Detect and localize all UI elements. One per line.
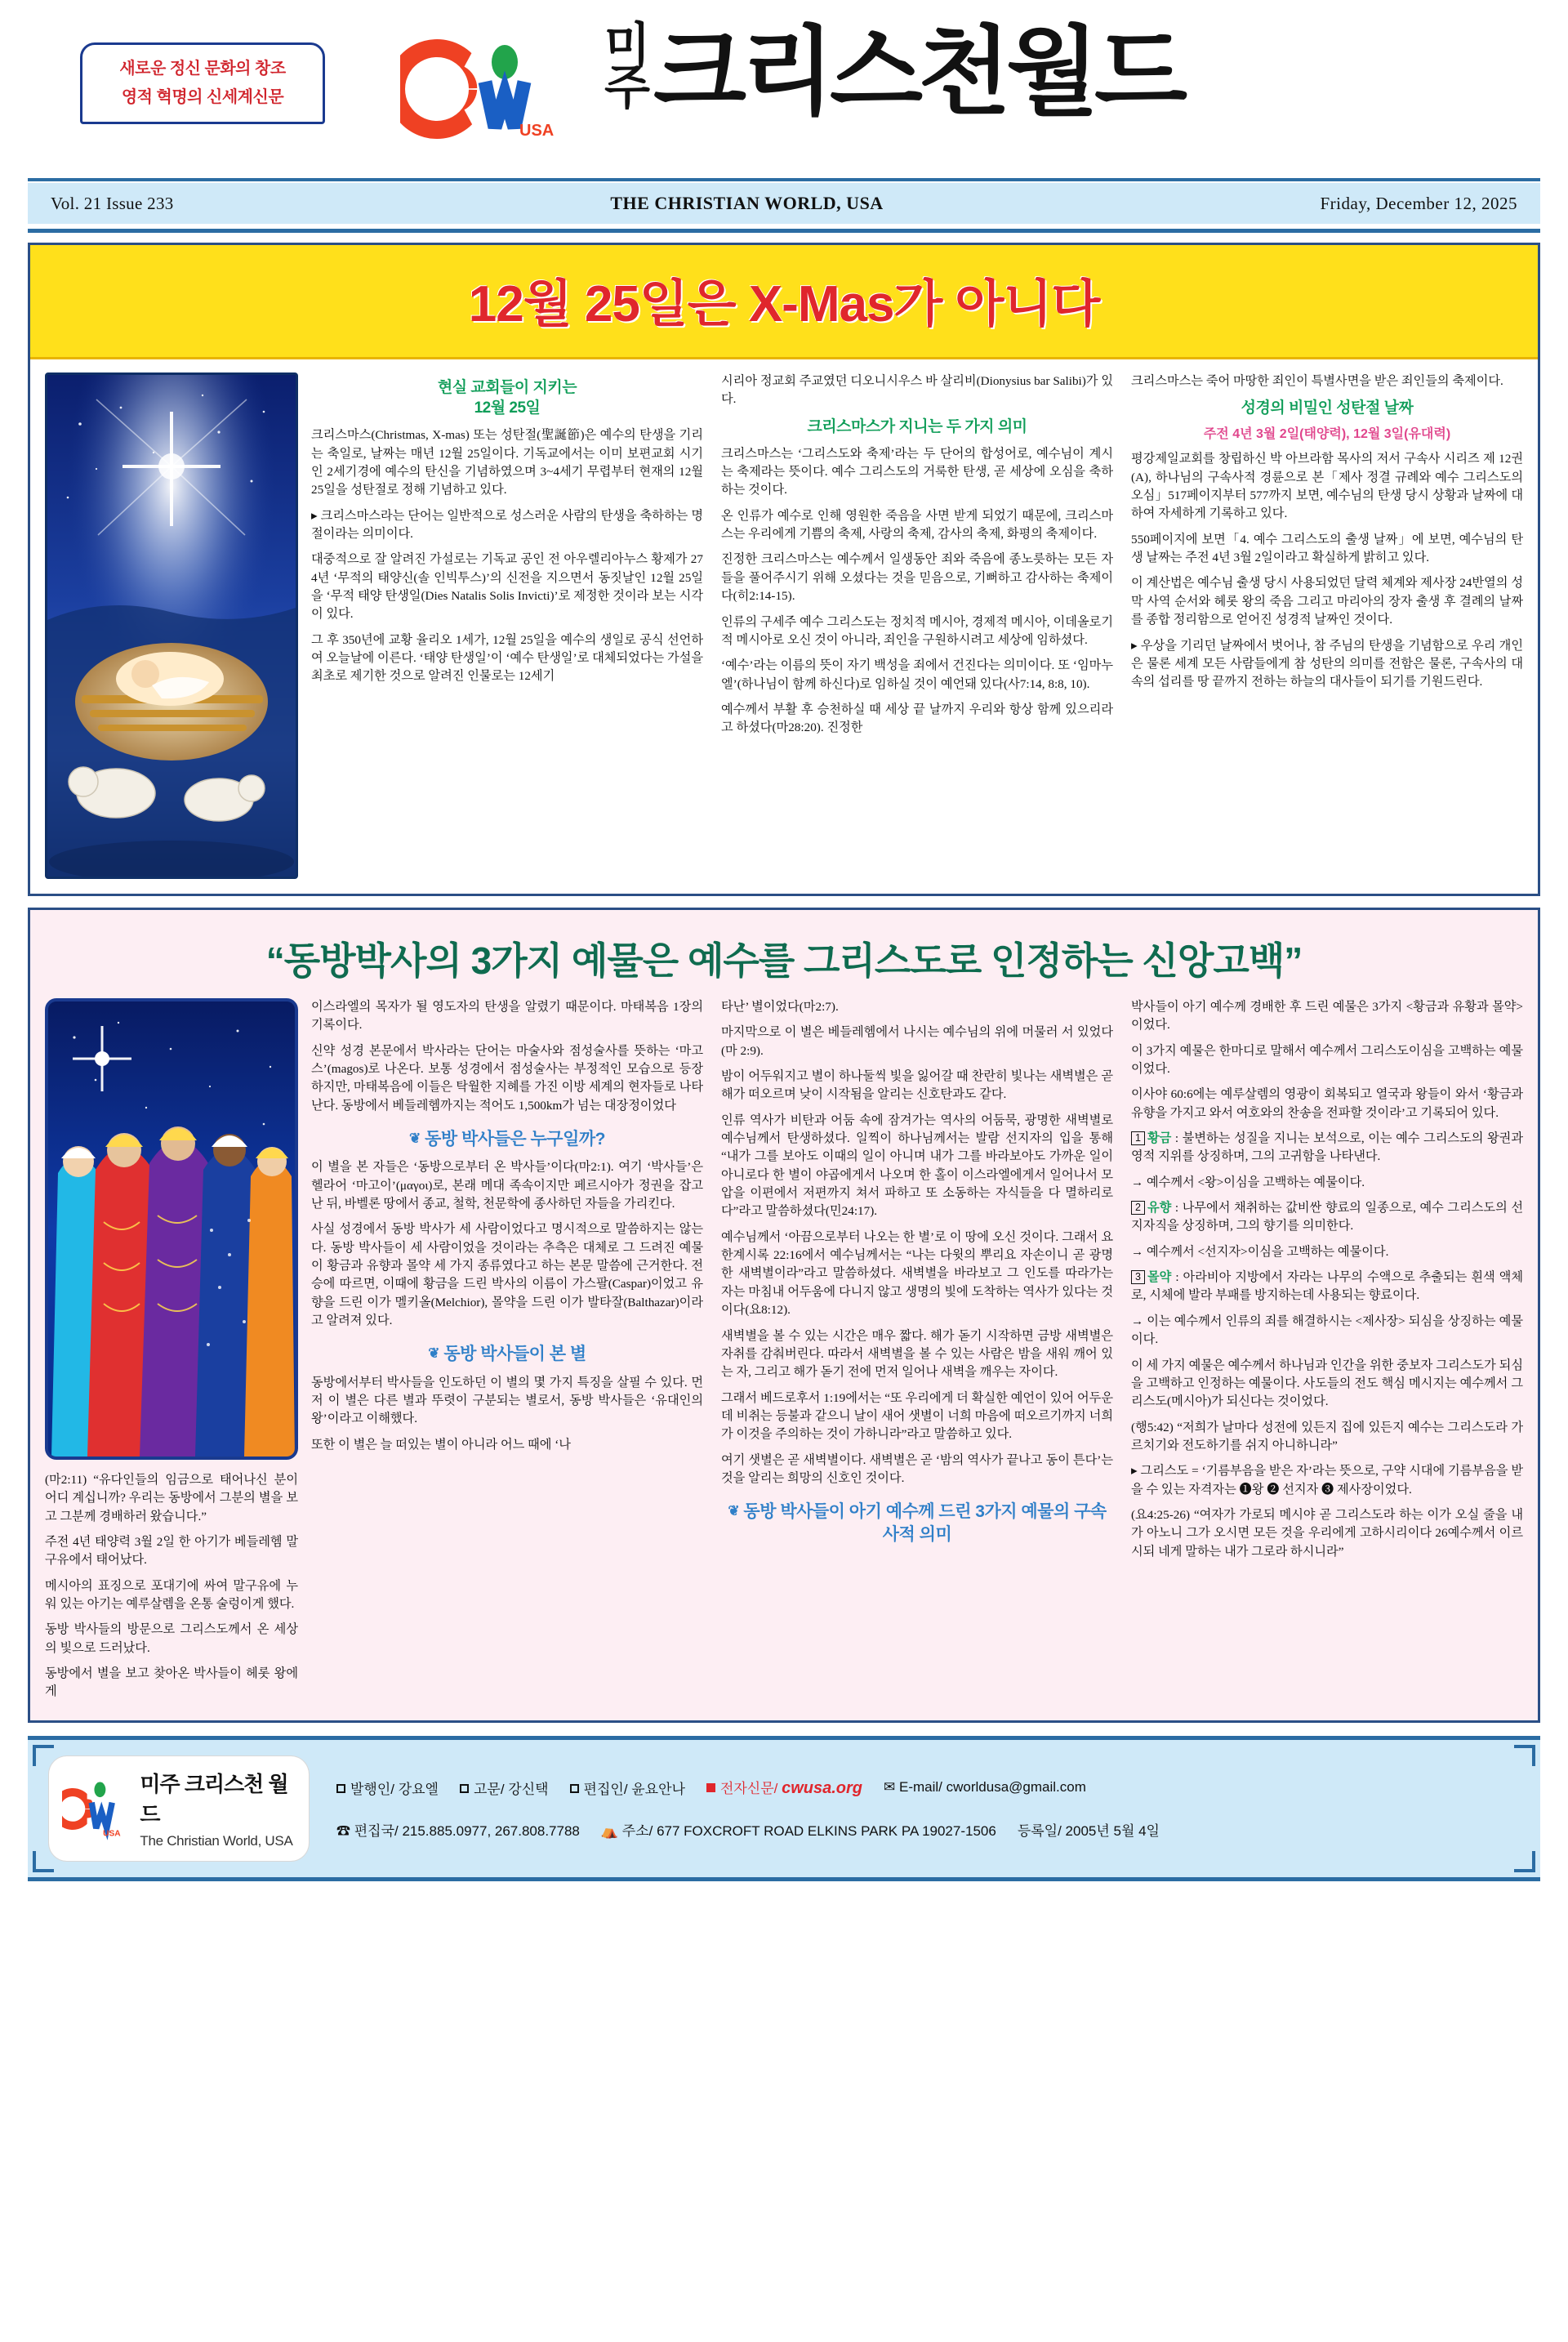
article1-column-2 [721, 372, 1113, 879]
paragraph: 이 계산법은 예수님 출생 당시 사용되었던 달력 체계와 제사장 24반열의 성막 사역 순서와 헤롯 왕의 죽음 그리고 마리아의 장자 출생 후 결례의 날짜를 종합 정리함으로 얻어진 성경적 날짜인 것이다. [1131, 576, 1523, 627]
nativity-photo [45, 372, 298, 879]
paragraph: 박사들이 아기 예수께 경배한 후 드린 예물은 3가지 <황금과 유황과 몰약>이었다. [1131, 1000, 1523, 1033]
paragraph: ‘예수’라는 이름의 뜻이 자기 백성을 죄에서 건진다는 의미이다. 또 ‘임마누엘’(하나님이 함께 하신다)로 임하실 것이 예언돼 있다(사7:14, 8:8, 10). [721, 658, 1113, 691]
paragraph: (행5:42) “저희가 날마다 성전에 있든지 집에 있든지 예수는 그리스도라 가르치기와 전도하기를 쉬지 아니하니라” [1131, 1420, 1523, 1452]
svg-text:USA: USA [103, 1829, 121, 1839]
page-title-miju: 미 주 [604, 19, 646, 115]
paragraph: 인류의 구세주 예수 그리스도는 정치적 메시아, 경제적 메시아, 이데올로기적 메시아로 오신 것이 아니라, 죄인을 구원하시려고 세상에 임하셨다. [721, 614, 1113, 647]
article1-headline-band [30, 245, 1538, 359]
paragraph: ▸ 크리스마스라는 단어는 일반적으로 성스러운 사람의 탄생을 축하하는 명절이라는 의미이다. [311, 508, 703, 541]
footer-logo[interactable] [49, 1756, 309, 1861]
mail-icon: ✉ [884, 1779, 896, 1796]
paragraph: ▸ 그리스도 = ‘기름부음을 받은 자’라는 뜻으로, 구약 시대에 기름부음을 받을 수 있는 자격자는 ❶왕 ❷ 선지자 ❸ 제사장이었다. [1131, 1464, 1523, 1497]
magi-photo-caption [45, 1471, 298, 1702]
article1-subhead-3-date: 주전 4년 3월 2일(태양력), 12월 3일(유대력) [1203, 427, 1451, 442]
footer-enews[interactable]: 전자신문/ cwusa.org [706, 1777, 862, 1798]
masthead [0, 0, 1568, 178]
leaf-bullet-icon: ❦ [428, 1345, 440, 1362]
paragraph: 여기 샛별은 곧 새벽별이다. 새벽별은 곧 ‘밤의 역사가 끝나고 동이 튼다’는 것을 알리는 희망의 신호인 것이다. [721, 1452, 1113, 1485]
issue-volume: Vol. 21 Issue 233 [51, 193, 174, 213]
phone-icon: ☎ [336, 1823, 350, 1840]
datebar [28, 178, 1540, 224]
footer-address: ⛺ 주소/ 677 FOXCROFT ROAD ELKINS PARK PA 19027-1506 [600, 1823, 996, 1840]
paragraph: 사실 성경에서 동방 박사가 세 사람이었다고 명시적으로 말씀하지는 않는다. 동방 박사들이 세 사람이었을 것이라는 추측은 대체로 그 드려진 예물이 황금과 유향과 몰약 세 가지 종류였다고 하는 본문 말씀에 근거한다. 전승에 따르면, 이때에 황금을 드린 박사의 이름이 가스팔(Caspar)이었고 유향을 드린 이가 멜키올(Melchior), 몰약을 드린 이가 발타잘(Balthazar)이라고 알려져 있다. [311, 1222, 703, 1328]
article2-headline: “동방박사의 3가지 예물은 예수를 그리스도로 인정하는 신앙고백” [265, 939, 1303, 982]
enews-url[interactable]: cwusa.org [782, 1779, 863, 1798]
gift-item-frankincense [1131, 1199, 1523, 1236]
article1-subhead-2: 크리스마스가 지니는 두 가지 의미 [807, 417, 1027, 435]
gift-conclusion-gold: → 예수께서 <왕>이심을 고백하는 예물이다. [1131, 1175, 1365, 1189]
footer-advisor: 고문/ 강신택 [460, 1778, 549, 1798]
paragraph: 또한 이 별은 늘 떠있는 별이 아니라 어느 때에 ‘나 [311, 1437, 571, 1452]
paragraph: 동방 박사들의 방문으로 그리스도께서 온 세상의 빛으로 드러났다. [45, 1622, 298, 1655]
square-bullet-icon [570, 1784, 579, 1793]
paragraph: 이스라엘의 목자가 될 영도자의 탄생을 알렸기 때문이다. 마태복음 1장의 기록이다. [311, 1000, 703, 1033]
paragraph: 신약 성경 본문에서 박사라는 단어는 마술사와 점성술사를 뜻하는 ‘마고스’(magos)로 나온다. 보통 성경에서 점성술사는 부정적인 모습으로 등장하지만, 마태복음에 이들은 탁월한 지혜를 가진 이방 세계의 현자들로 나타난다. 동방에서 베들레헴까지는 적어도 1,500km가 넘는 대장정이었다 [311, 1043, 703, 1113]
article2-column-3 [1131, 998, 1523, 1709]
leaf-bullet-icon: ❦ [728, 1503, 740, 1519]
publication-date: Friday, December 12, 2025 [1320, 193, 1517, 213]
gift-description: : 불변하는 성질을 지니는 보석으로, 이는 예수 그리스도의 왕권과 영적 지위를 상징하며, 그의 고귀함을 나타낸다. [1131, 1131, 1523, 1164]
gift-name: 몰약 [1147, 1270, 1172, 1285]
article1-column-3 [1131, 372, 1523, 879]
gift-number: 1 [1131, 1131, 1145, 1145]
paragraph: 온 인류가 예수로 인해 영원한 죽음을 사면 받게 되었기 때문에, 크리스마스는 우리에게 기쁨의 축제, 사랑의 축제, 감사의 축제, 화평의 축제이다. [721, 508, 1113, 542]
paragraph: 시리아 정교회 주교였던 디오니시우스 바 살리비(Dionysius bar Salibi)가 있다. [721, 374, 1113, 407]
gift-description: : 아라비아 지방에서 자라는 나무의 수액으로 추출되는 흰색 액체로, 시체에 발라 부패를 방지하는데 사용되는 향료이다. [1131, 1270, 1523, 1303]
footer [28, 1736, 1540, 1881]
corner-ornament [33, 1745, 54, 1766]
paragraph: 평강제일교회를 창립하신 박 아브라함 목사의 저서 구속사 시리즈 제 12권(A), 하나님의 구속사적 경륜으로 본「제사 정결 규례와 예수 그리스도의 오심」517페이지부터 577까지 보면, 예수님의 탄생 당시 상황과 날짜에 대하여 자세하게 기록하고 있다. [1131, 452, 1523, 521]
gift-description: : 나무에서 채취하는 값비싼 향료의 일종으로, 예수 그리스도의 선지자직을 상징하며, 그의 향기를 의미한다. [1131, 1201, 1523, 1233]
paragraph: 그래서 베드로후서 1:19에서는 “또 우리에게 더 확실한 예언이 있어 어두운 데 비취는 등불과 같으니 날이 새어 샛별이 너희 마음에 떠오르기까지 너희가 이것을 주의하는 것이 가하니라”라고 말씀하고 있다. [721, 1390, 1113, 1442]
corner-ornament [1514, 1851, 1535, 1872]
square-bullet-icon [336, 1784, 345, 1793]
gift-conclusion-frankincense: → 예수께서 <선지자>이심을 고백하는 예물이다. [1131, 1244, 1389, 1259]
page-title [604, 19, 1183, 127]
square-bullet-icon [706, 1783, 715, 1792]
cw-logo[interactable] [400, 31, 604, 145]
paragraph: (요4:25-26) “여자가 가로되 메시야 곧 그리스도라 하는 이가 오실 줄을 내가 아노니 그가 오시면 모든 것을 우리에게 고하시리이다 26예수께서 이르시되 네게 말하는 내가 그로라 하시니라” [1131, 1507, 1523, 1559]
paragraph: 동방에서 별을 보고 찾아온 박사들이 헤롯 왕에게 [45, 1666, 298, 1699]
footer-regdate: 등록일/ 2005년 5월 4일 [1017, 1823, 1160, 1840]
square-bullet-icon [460, 1784, 469, 1793]
paragraph: 예수께서 부활 후 승천하실 때 세상 끝 날까지 우리와 항상 함께 있으리라고 하셨다(마28:20). 진정한 [721, 702, 1113, 735]
footer-publisher: 발행인/ 강요엘 [336, 1778, 439, 1798]
paragraph: 마지막으로 이 별은 베들레헴에서 나시는 예수님의 위에 머물러 서 있었다(마 2:9). [721, 1025, 1113, 1058]
article2-subhead-star: ❦ 동방 박사들이 본 별 [428, 1345, 586, 1364]
paragraph: 크리스마스는 죽어 마땅한 죄인이 특별사면을 받은 죄인들의 축제이다. [1131, 374, 1503, 388]
english-paper-title: THE CHRISTIAN WORLD, USA [610, 193, 884, 213]
paragraph: 크리스마스(Christmas, X-mas) 또는 성탄절(聖誕節)은 예수의 탄생을 기리는 축일로, 날짜는 매년 12월 25일이다. 기독교에서는 이미 보편교회 시기인 2세기경에 예수의 탄신을 기념하였으며 3~4세기 무렵부터 현재의 12월 25일을 성탄절로 정해 기념하고 있다. [311, 428, 703, 497]
paragraph: 550페이지에 보면「4. 예수 그리스도의 출생 날짜」에 보면, 예수님의 탄생 날짜는 주전 4년 3월 2일이라고 확실하게 밝히고 있다. [1131, 532, 1523, 565]
paragraph: 메시아의 표징으로 포대기에 싸여 말구유에 누워 있는 아기는 예루살렘을 온통 술렁이게 했다. [45, 1578, 298, 1612]
paragraph: 타난’ 별이었다(마2:7). [721, 1000, 839, 1014]
paragraph: 인류 역사가 비탄과 어둠 속에 잠겨가는 역사의 어둠묵, 광명한 새벽별로 예수님께서 탄생하셨다. 일찍이 하나님께서는 발람 선지자의 입을 통해 “내가 그를 보아도 이때의 일이 아니며 내가 그를 바라보아도 가까운 일이 아니로다 한 별이 야곱에게서 나오며 한 홀이 이스라엘에게서 일어나서 모압을 이편에서 저편까지 쳐서 파하고 또 소동하는 자식들을 다 멸하리로다”라고 말씀하셨다(민24:17). [721, 1113, 1113, 1219]
article2-subhead-who: ❦ 동방 박사들은 누구일까? [409, 1130, 605, 1149]
footer-logo-english: The Christian World, USA [140, 1832, 293, 1849]
article1-headline: 12월 25일은 X-Mas가 아니다 [468, 276, 1100, 332]
article1-subhead-1: 현실 교회들이 지키는 12월 25일 [437, 379, 577, 417]
leaf-bullet-icon: ❦ [409, 1131, 421, 1147]
paragraph: 이 세 가지 예물은 예수께서 하나님과 인간을 위한 중보자 그리스도가 되심을 고백하고 인정하는 예물이다. 사도들의 전도 핵심 메시지는 예수께서 그리스도(메시아)가 되신다는 것이었다. [1131, 1358, 1523, 1409]
paragraph: 그 후 350년에 교황 율리오 1세가, 12월 25일을 예수의 생일로 공식 선언하여 오늘날에 이른다. ‘태양 탄생일’이 ‘예수 탄생일’로 대체되었다는 가설을 최초로 제기한 것으로 알려진 인물로는 12세기 [311, 632, 703, 684]
location-icon: ⛺ [600, 1823, 619, 1840]
corner-ornament [33, 1851, 54, 1872]
masthead-tagline-box [80, 42, 325, 124]
paragraph: 예수님께서 ‘아끔으로부터 나오는 한 별’로 이 땅에 오신 것이다. 그래서 요한계시록 22:16에서 예수님께서는 “나는 다윗의 뿌리요 자손이니 곧 광명한 새벽별이라”라고 말씀하셨다. 새벽별을 바라보고 그 인도를 따라가는 자는 마침내 어두움에 다니지 않고 생명의 빛에 도착하는 역사가 있다는 것이다(요8:12). [721, 1229, 1113, 1318]
paragraph: 주전 4년 태양력 3월 2일 한 아기가 베들레헴 말구유에서 태어났다. [45, 1535, 298, 1568]
gift-item-myrrh [1131, 1269, 1523, 1305]
footer-editor: 편집인/ 윤요안나 [570, 1778, 685, 1798]
tagline-line-2: 영적 혁명의 신세계신문 [121, 88, 284, 106]
paragraph: 크리스마스는 ‘그리스도와 축제’라는 두 단어의 합성어로, 예수님이 계시는 축제라는 뜻이다. 예수 그리스도의 거룩한 탄생, 곧 세상에 오심을 축하하는 것이다. [721, 446, 1113, 497]
paragraph: 이 3가지 예물은 한마디로 말해서 예수께서 그리스도이심을 고백하는 예물이었다. [1131, 1043, 1523, 1077]
article-christmas [28, 243, 1540, 896]
gift-name: 황금 [1147, 1131, 1172, 1146]
paragraph: 이 별을 본 자들은 ‘동방으로부터 온 박사들’이다(마2:1). 여기 ‘박사들’은 헬라어 ‘마고이’(μαγοι)로, 본래 메대 족속이지만 페르시아가 정권을 잡고 난 뒤, 바벨론 땅에서 종교, 철학, 천문학에 종사하던 자들을 가리킨다. [311, 1160, 703, 1211]
article2-column-2 [721, 998, 1113, 1709]
paragraph: 새벽별을 볼 수 있는 시간은 매우 짧다. 해가 돋기 시작하면 금방 새벽별은 자취를 감춰버린다. 따라서 새벽별을 볼 수 있는 사람은 밤을 새워 깨어 있는 자, 그리고 해가 돋기 전에 먼저 일어나 새벽을 깨우는 자이다. [721, 1328, 1113, 1380]
tagline-line-1: 새로운 정신 문화의 창조 [119, 60, 286, 78]
article1-subhead-3: 성경의 비밀인 성탄절 날짜 [1241, 399, 1414, 417]
article1-column-1 [311, 372, 703, 879]
footer-phone: ☎ 편집국/ 215.885.0977, 267.808.7788 [336, 1823, 580, 1840]
paragraph: 동방에서부터 박사들을 인도하던 이 별의 몇 가지 특징을 살필 수 있다. 먼저 이 별은 다른 별과 뚜렷이 구분되는 별로서, 동방 박사들은 ‘유대인의 왕’이라고 이해했다. [311, 1375, 703, 1426]
paragraph: 이사야 60:6에는 예루살렘의 영광이 회복되고 열국과 왕들이 와서 ‘황금과 유향을 가지고 와서 여호와의 찬송을 전파할 것이라’고 기록되어 있다. [1131, 1087, 1523, 1120]
corner-ornament [1514, 1745, 1535, 1766]
svg-text:USA: USA [519, 122, 555, 140]
page-title-main: 크리스천월드 [653, 19, 1183, 127]
magi-photo [45, 998, 298, 1460]
article-magi [28, 908, 1540, 1723]
article2-column-1 [311, 998, 703, 1709]
gift-item-gold [1131, 1130, 1523, 1167]
gift-number: 3 [1131, 1270, 1145, 1284]
paragraph: 대중적으로 잘 알려진 가설로는 기독교 공인 전 아우렐리아누스 황제가 274년 ‘무적의 태양신(솔 인빅투스)’의 신전을 지으면서 동짓날인 12월 25일을 ‘무적 태양 탄생일(Dies Natalis Solis Invicti)’로 제정한 것이라 보는 시각이 있다. [311, 552, 703, 622]
caption-verse: (마2:11) “유다인들의 임금으로 태어나신 분이 어디 계십니까? 우리는 동방에서 그분의 별을 보고 그분께 경배하러 왔습니다.” [45, 1473, 298, 1523]
datebar-rule [28, 229, 1540, 233]
article2-subhead-gifts: ❦ 동방 박사들이 아기 예수께 드린 3가지 예물의 구속사적 의미 [728, 1502, 1107, 1544]
footer-logo-korean: 미주 크리스천 월드 [140, 1771, 288, 1827]
gift-name: 유향 [1147, 1201, 1172, 1216]
paragraph: 진정한 크리스마스는 예수께서 일생동안 죄와 죽음에 종노릇하는 모든 자들을 풀어주시기 위해 오셨다는 것을 믿음으로, 기뻐하고 감사하는 축제이다(히2:14-15). [721, 552, 1113, 604]
footer-email[interactable]: ✉ E-mail/ cworldusa@gmail.com [884, 1779, 1086, 1796]
gift-conclusion-myrrh: → 이는 예수께서 인류의 죄를 해결하시는 <제사장> 되심을 상징하는 예물이다. [1131, 1314, 1523, 1347]
gift-number: 2 [1131, 1201, 1145, 1215]
paragraph: ▸ 우상을 기리던 날짜에서 벗어나, 참 주님의 탄생을 기념함으로 우리 개인은 물론 세계 모든 사람들에게 참 성탄의 의미를 전함은 물론, 구속사의 대속의 섭리를 땅 끝까지 전하는 하늘의 대사들이 되기를 기원드린다. [1131, 638, 1523, 689]
paragraph: 밤이 어두워지고 별이 하나둘씩 빛을 잃어갈 때 찬란히 빛나는 새벽별은 곧 해가 떠오르며 낮이 시작됨을 알리는 신호탄과도 같다. [721, 1069, 1113, 1102]
